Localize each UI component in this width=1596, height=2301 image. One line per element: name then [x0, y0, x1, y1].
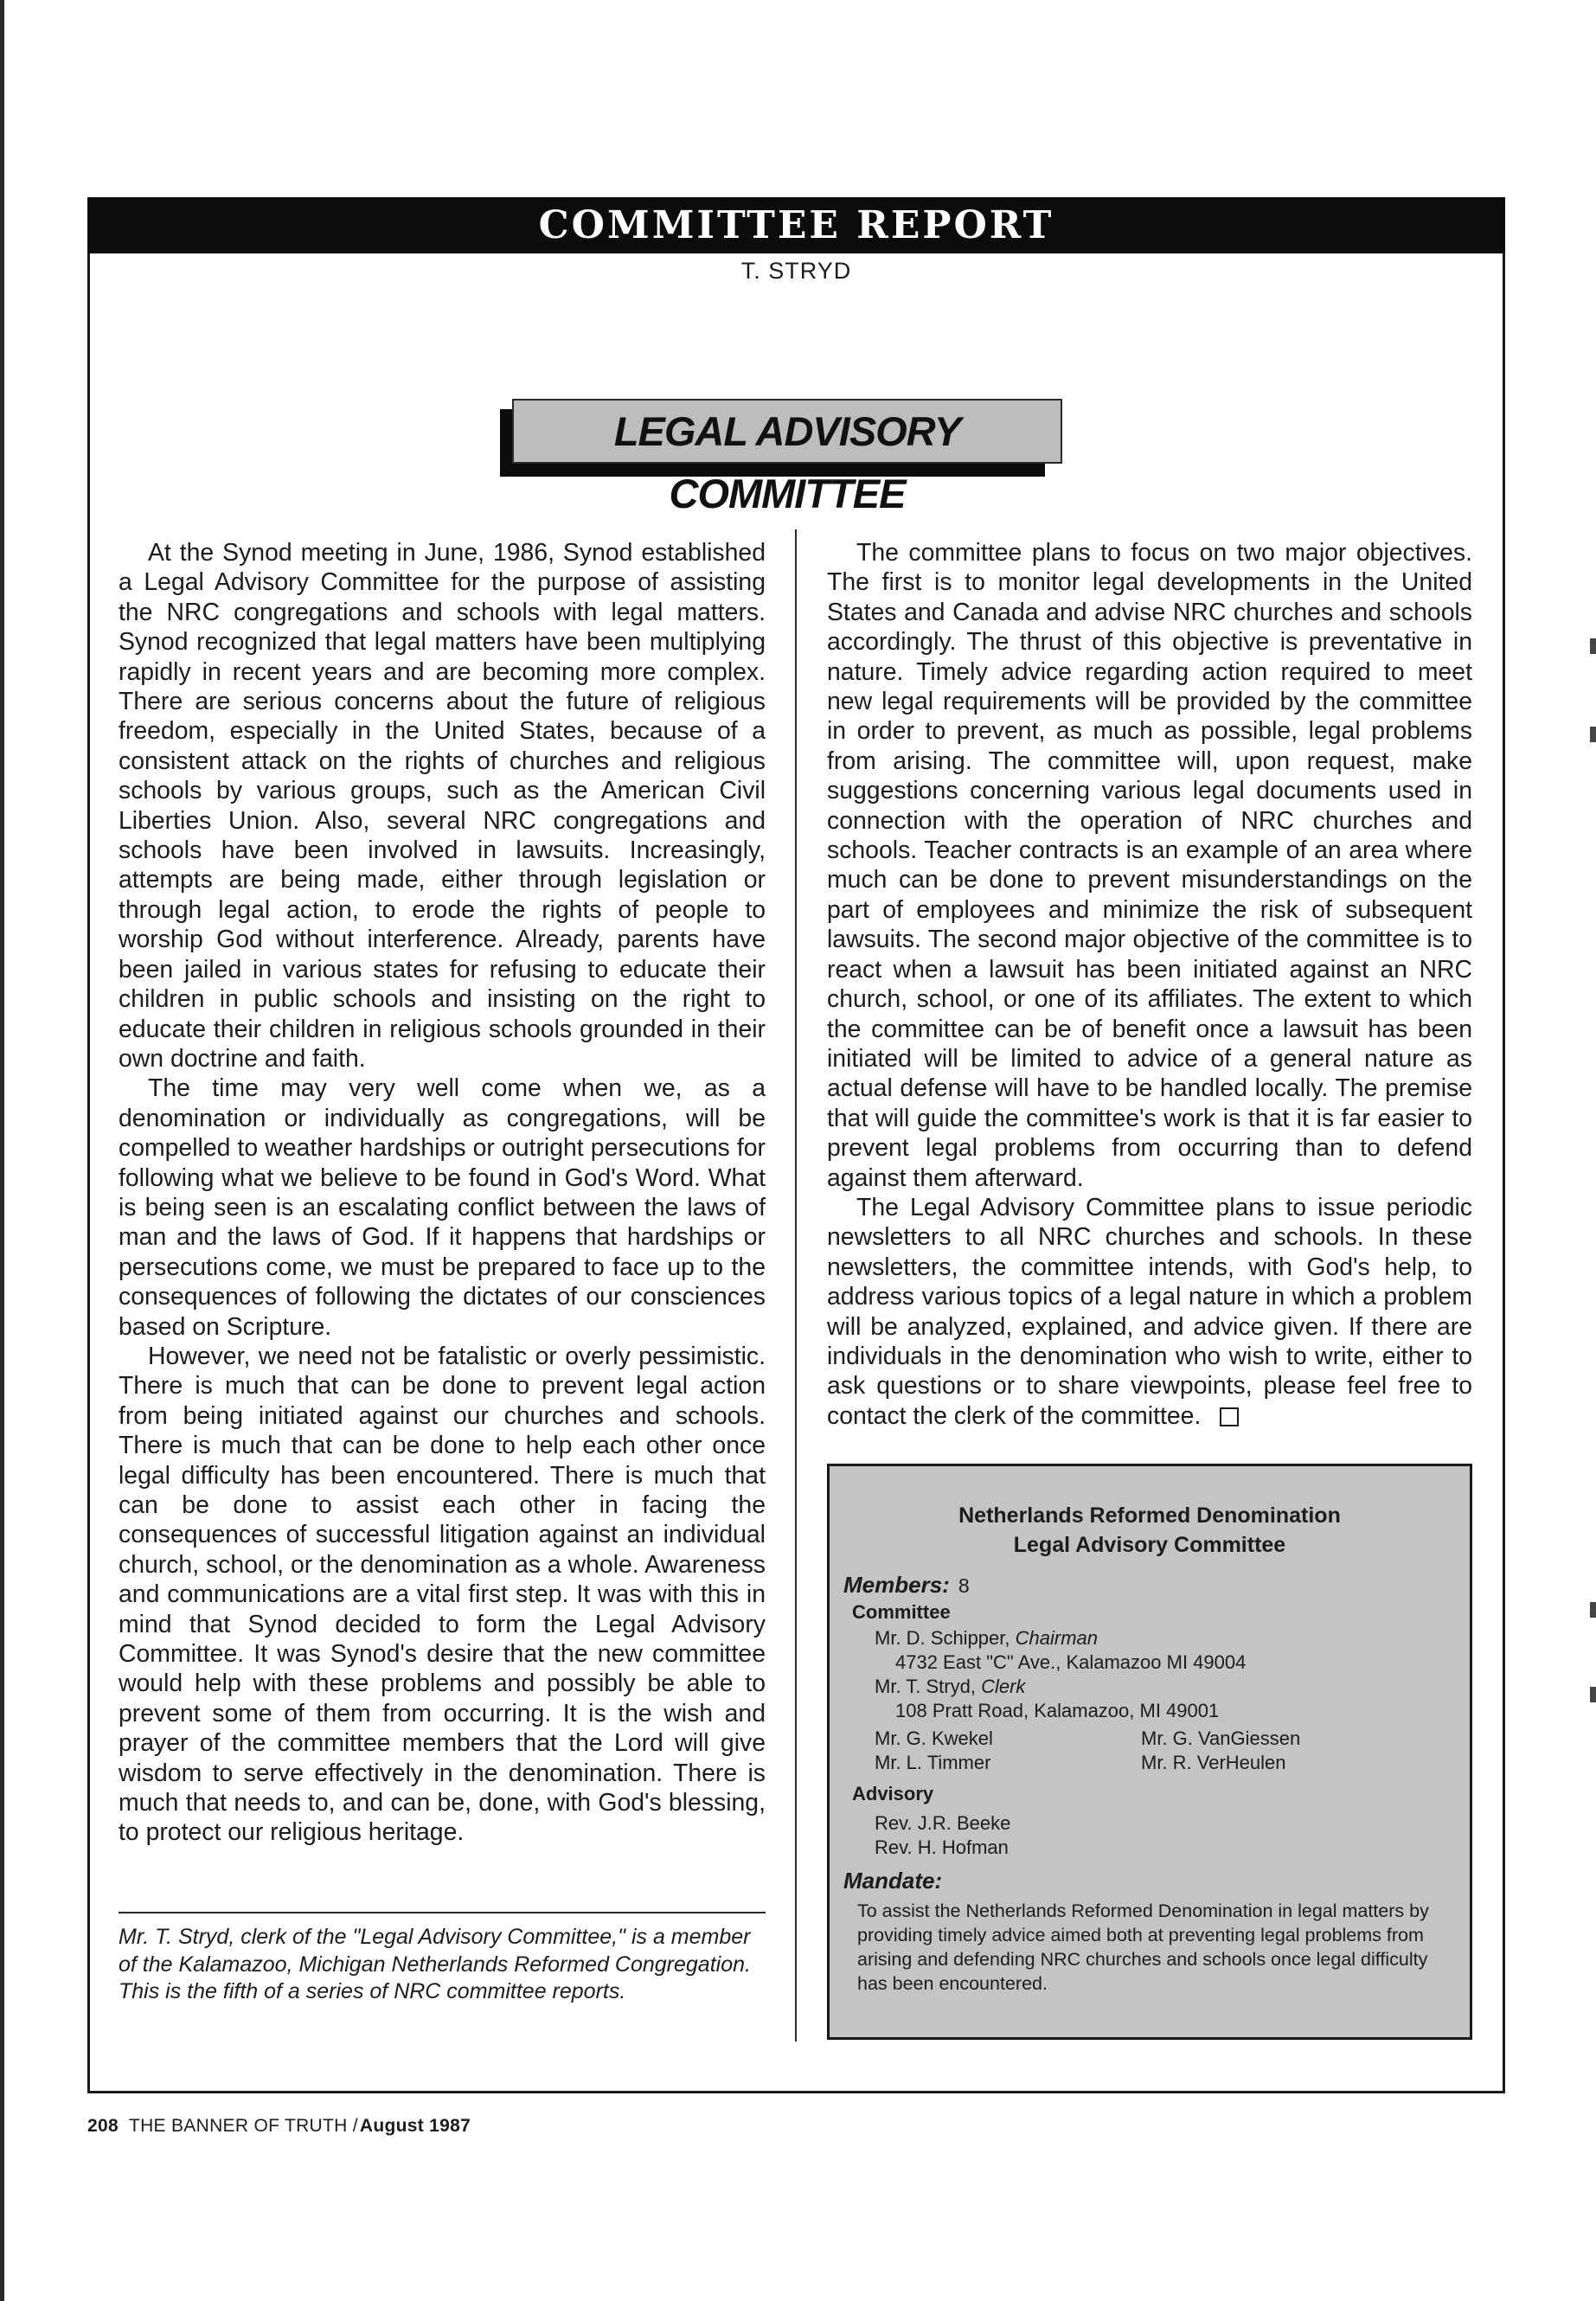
- advisor-name: Rev. J.R. Beeke: [875, 1812, 1011, 1834]
- author-byline: T. STRYD: [740, 258, 852, 284]
- page-number: 208: [87, 2116, 119, 2136]
- clerk-address: 108 Pratt Road, Kalamazoo, MI 49001: [895, 1700, 1220, 1721]
- member-name: Mr. G. Kwekel: [875, 1727, 993, 1749]
- report-banner: [87, 197, 1505, 253]
- sidebar-title-line2: Legal Advisory Committee: [1013, 1533, 1286, 1557]
- column-divider: [795, 529, 797, 2041]
- article-paragraph: The time may very well come when we, as a denomination or individually as congregations, will be compelled to weather hardships or outright persecutions for following what we believe to be found in God's Word. What is being seen is an escalating conflict between the laws of man and the laws of God. If it happens that hardships or persecutions come, we must be prepared to face up to the consequences of following the dictates of our consciences based on Scripture.: [119, 1074, 766, 1341]
- author-bio: Mr. T. Stryd, clerk of the "Legal Advisory Committee," is a member of the Kalamazoo, Michigan Netherlands Reformed Congregation. This is the fifth of a series of NRC committee reports.: [119, 1925, 751, 2003]
- article-paragraph: The committee plans to focus on two major objectives. The first is to monitor legal developments in the United States and Canada and advise NRC churches and schools accordingly. The thrust of this objective is preventative in nature. Timely advice regarding action required to meet new legal requirements will be provided by the committee in order to prevent, as much as possible, legal problems from arising. The committee will, upon request, make suggestions concerning various legal documents used in connection with the operation of NRC churches and schools. Teacher contracts is an example of an area where much can be done to prevent misunderstandings on the part of employees and minimize the risk of subsequent lawsuits. The second major objective of the committee is to react when a lawsuit has been initiated against an NRC church, school, or one of its affiliates. The extent to which the committee can be of benefit once a lawsuit has been initiated will be limited to advice of a general nature as actual defense will have to be handled locally. The premise that will guide the committee's work is that it is far easier to prevent legal problems from occurring than to defend against them afterward.: [827, 539, 1472, 1192]
- chair-name: Mr. D. Schipper,: [875, 1627, 1010, 1649]
- bio-rule: [119, 1912, 766, 1913]
- scan-edge: [0, 0, 4, 2301]
- article-right-column: [827, 538, 1472, 1431]
- advisor-name: Rev. H. Hofman: [875, 1836, 1009, 1858]
- article-left-column: [119, 538, 766, 1848]
- mandate-label: Mandate:: [843, 1868, 943, 1894]
- chair-address: 4732 East "C" Ave., Kalamazoo MI 49004: [895, 1651, 1247, 1673]
- clerk-name: Mr. T. Stryd,: [875, 1676, 976, 1697]
- clerk-line: [875, 1676, 1025, 1698]
- article-paragraph-last: [827, 1193, 1472, 1431]
- publication-name: THE BANNER OF TRUTH /: [128, 2116, 358, 2136]
- section-title: LEGAL ADVISORY COMMITTEE: [613, 408, 961, 516]
- advisory-label: Advisory: [852, 1783, 934, 1804]
- chair-line: [875, 1627, 1098, 1650]
- member-name: Mr. R. VerHeulen: [1141, 1752, 1286, 1773]
- mandate-text: To assist the Netherlands Reformed Denomination in legal matters by providing timely advice aimed both at preventing legal problems from arising and defending NRC churches and schools once legal difficulty has been encountered.: [857, 1900, 1429, 1994]
- sidebar-title-line1: Netherlands Reformed Denomination: [958, 1503, 1341, 1528]
- chair-role: Chairman: [1015, 1627, 1099, 1649]
- scan-mark: [1590, 638, 1596, 654]
- clerk-role: Clerk: [981, 1676, 1026, 1697]
- member-name: Mr. G. VanGiessen: [1141, 1727, 1301, 1749]
- article-paragraph: However, we need not be fatalistic or overly pessimistic. There is much that can be done to prevent legal action from being initiated against our churches and schools. There is much that can be done to help each other once legal difficulty has been encountered. There is much that can be done to assist each other in facing the consequences of successful litigation against an individual church, school, or the denomination as a whole. Awareness and communications are a vital first step. It was with this in mind that Synod decided to form the Legal Advisory Committee. It was Synod's desire that the new committee would help with these problems and possibly be able to prevent some of them from occurring. It is the wish and prayer of the committee members that the Lord will give wisdom to serve effectively in the denomination. There is much that needs to, and can be, done, with God's blessing, to protect our religious heritage.: [119, 1342, 766, 1847]
- committee-info-box: [827, 1464, 1472, 2040]
- scan-mark: [1590, 1602, 1596, 1618]
- members-count: 8: [958, 1574, 970, 1597]
- page-footer: [87, 2116, 481, 2137]
- member-name: Mr. L. Timmer: [875, 1752, 991, 1773]
- end-mark-icon: [1220, 1407, 1239, 1426]
- members-label: Members:: [843, 1572, 950, 1598]
- scan-mark: [1590, 1687, 1596, 1702]
- article-paragraph: At the Synod meeting in June, 1986, Synod established a Legal Advisory Committee for the purpose of assisting the NRC congregations and schools with legal matters. Synod recognized that legal matters have been multiplying rapidly in recent years and are becoming more complex. There are serious concerns about the future of religious freedom, especially in the United States, because of a consistent attack on the rights of churches and religious schools by various groups, such as the American Civil Liberties Union. Also, several NRC congregations and schools have been involved in lawsuits. Increasingly, attempts are being made, either through legislation or through legal action, to erode the rights of people to worship God without interference. Already, parents have been jailed in various states for refusing to educate their children in public schools and insisting on the right to educate their children in religious schools grounded in their own doctrine and faith.: [119, 539, 766, 1073]
- banner-title: COMMITTEE REPORT: [538, 203, 1054, 247]
- article-paragraph-text: The Legal Advisory Committee plans to issue periodic newsletters to all NRC churches and schools. In these newsletters, the committee intends, with God's help, to address various topics of a legal nature in which a problem will be analyzed, explained, and advice given. If there are individuals in the denomination who wish to write, either to ask questions or to share viewpoints, please feel free to contact the clerk of the committee.: [827, 1193, 1472, 1430]
- scan-mark: [1590, 727, 1596, 742]
- members-heading: [843, 1572, 970, 1599]
- sidebar-title: [830, 1501, 1470, 1560]
- section-title-box: [512, 399, 1062, 516]
- issue-date: August 1987: [359, 2116, 471, 2136]
- committee-label: Committee: [852, 1601, 951, 1623]
